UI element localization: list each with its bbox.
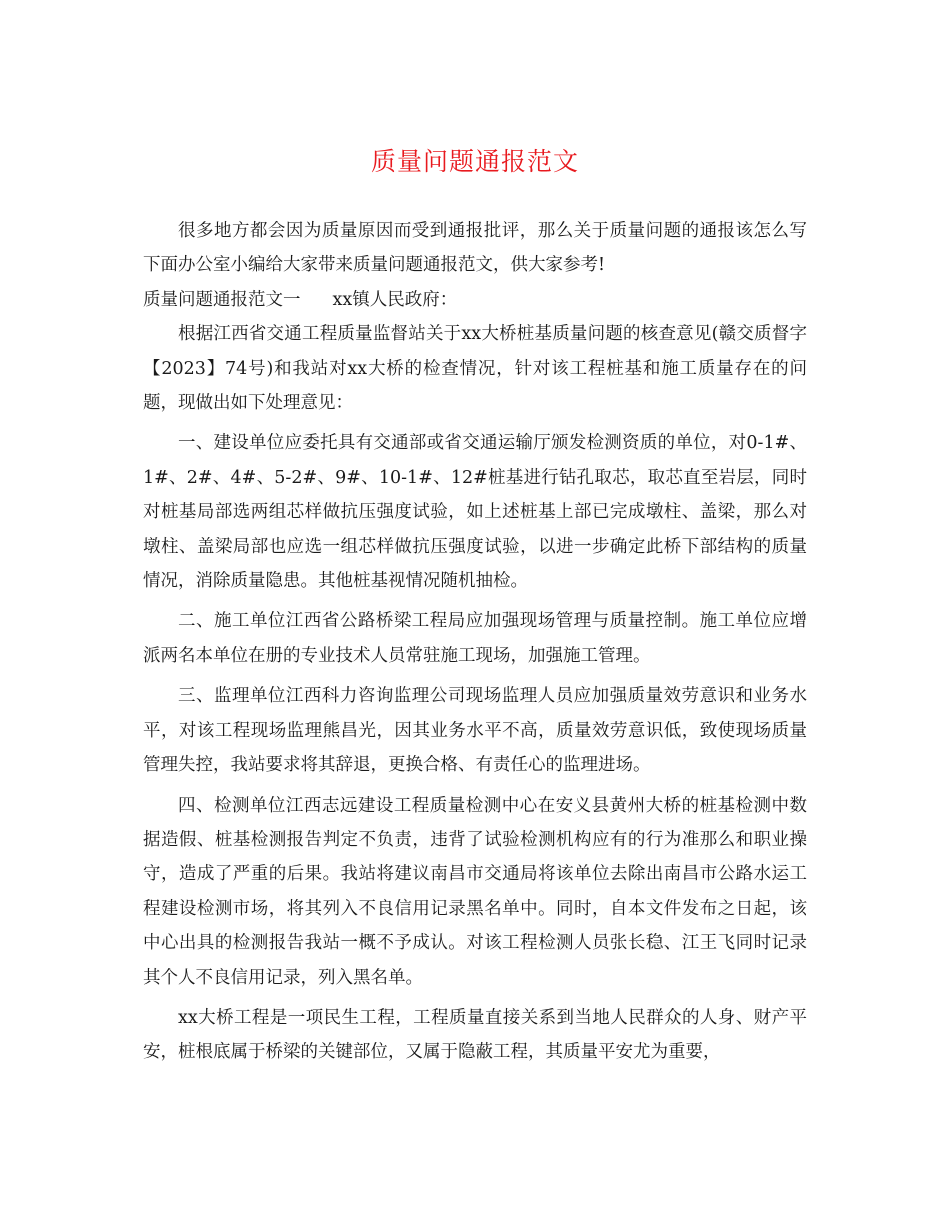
section-heading-line [143, 283, 807, 317]
addressee: xx镇人民政府： [332, 289, 458, 310]
body-paragraph-item-4: 四、检测单位江西志远建设工程质量检测中心在安义县黄州大桥的桩基检测中数据造假、桩基检测报告判定不负责，违背了试验检测机构应有的行为准那么和职业操守，造成了严重的后果。我站将建议南昌市交通局将该单位去除出南昌市公路水运工程建设检测市场，将其列入不良信用记录黑名单中。同时，自本文件发布之日起，该中心出具的检测报告我站一概不予成认。对该工程检测人员张长稳、江王飞同时记录其个人不良信用记录，列入黑名单。 [143, 795, 807, 988]
body-paragraph-item-3: 三、监理单位江西科力咨询监理公司现场监理人员应加强质量效劳意识和业务水平，对该工程现场监理熊昌光，因其业务水平不高，质量效劳意识低，致使现场质量管理失控，我站要求将其辞退，更换合格、有责任心的监理进场。 [143, 686, 807, 776]
section-heading: 质量问题通报范文一 [143, 289, 301, 310]
body-paragraph-conclusion: xx大桥工程是一项民生工程，工程质量直接关系到当地人民群众的人身、财产平安，桩根底属于桥梁的关键部位，又属于隐蔽工程，其质量平安尤为重要， [143, 1007, 807, 1063]
document-title: 质量问题通报范文 [370, 147, 579, 176]
intro-paragraph: 很多地方都会因为质量原因而受到通报批评，那么关于质量问题的通报该怎么写下面办公室小编给大家带来质量问题通报范文，供大家参考! [143, 221, 807, 276]
document-body [143, 214, 807, 1070]
body-paragraph-item-1: 一、建设单位应委托具有交通部或省交通运输厅颁发检测资质的单位，对0-1#、1#、2#、4#、5-2#、9#、10-1#、12#桩基进行钻孔取芯，取芯直至岩层，同时对桩基局部选两组芯样做抗压强度试验，如上述桩基上部已完成墩柱、盖梁，那么对墩柱、盖梁局部也应选一组芯样做抗压强度试验，以进一步确定此桥下部结构的质量情况，消除质量隐患。其他桩基视情况随机抽检。 [143, 433, 807, 592]
body-paragraph-basis: 根据江西省交通工程质量监督站关于xx大桥桩基质量问题的核查意见(赣交质督字【2023】74号)和我站对xx大桥的检查情况，针对该工程桩基和施工质量存在的问题，现做出如下处理意见： [143, 324, 807, 414]
body-paragraph-item-2: 二、施工单位江西省公路桥梁工程局应加强现场管理与质量控制。施工单位应增派两名本单位在册的专业技术人员常驻施工现场，加强施工管理。 [143, 611, 807, 666]
